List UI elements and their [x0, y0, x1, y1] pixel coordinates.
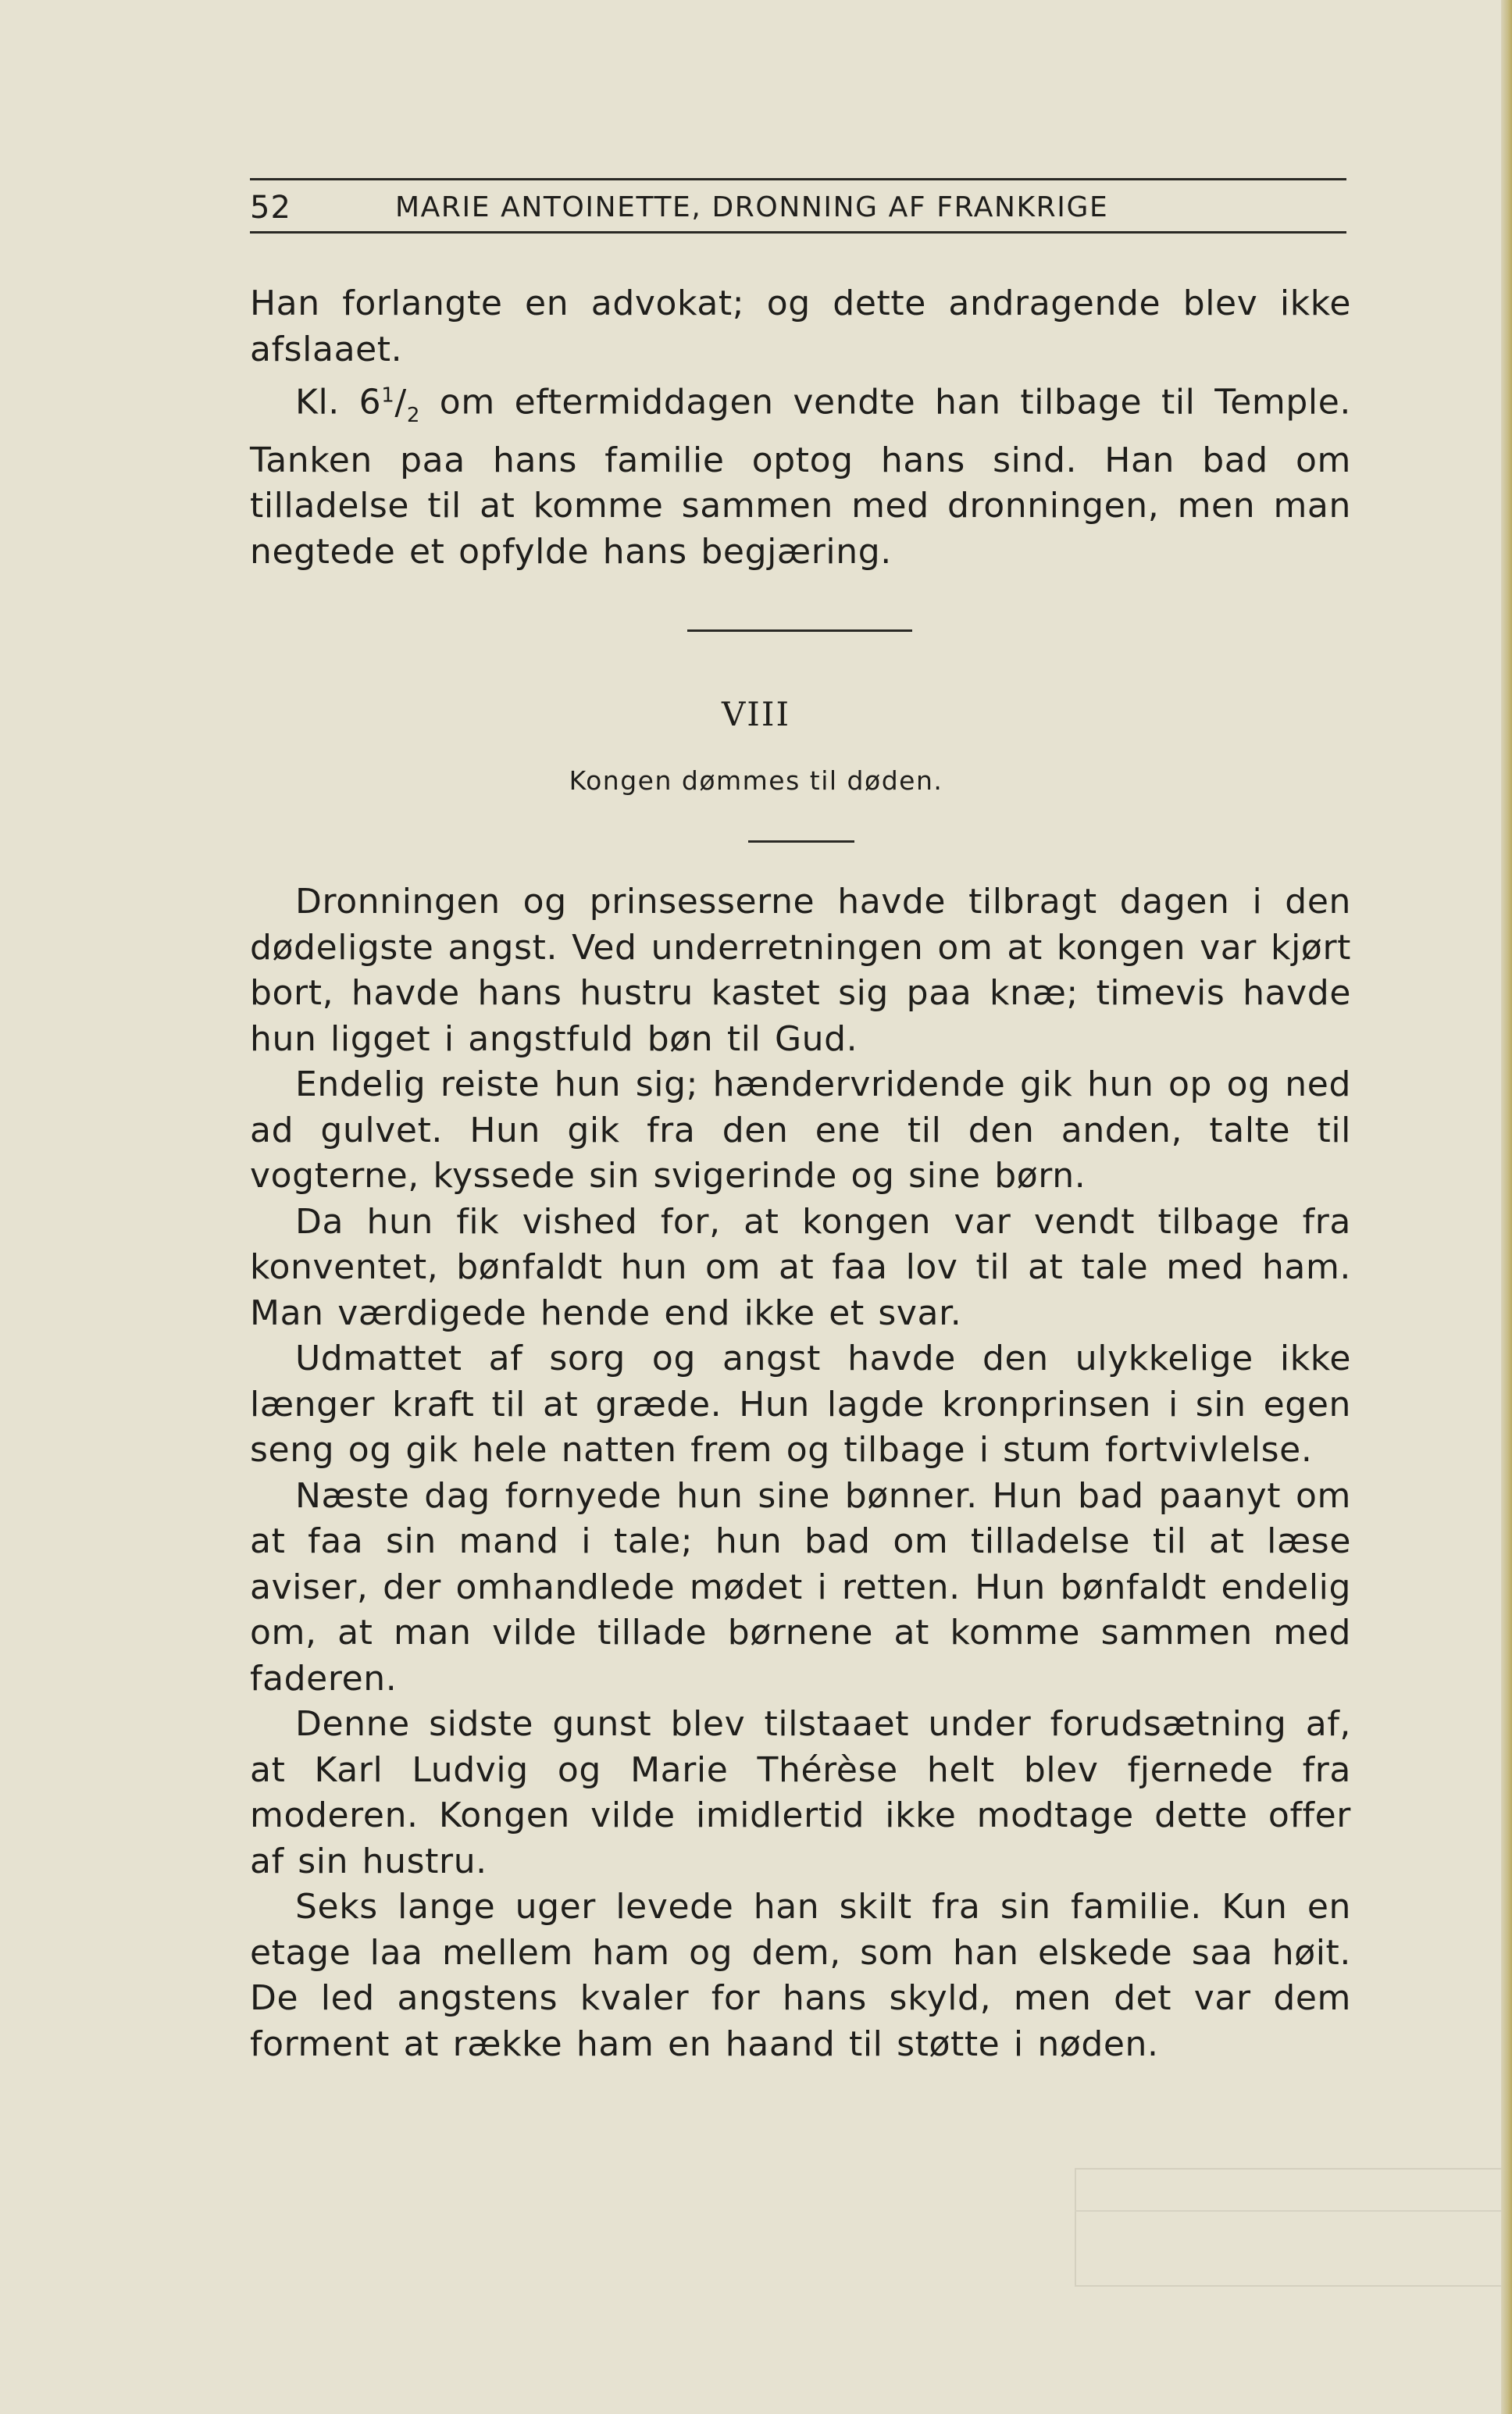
fraction-denominator: 2 [406, 403, 421, 427]
paragraph: Seks lange uger levede han skilt fra sin familie. Kun en etage laa mellem ham og dem, som han elskede saa høit. De led angstens kvaler for hans skyld, men det var dem forment at række ham en haand til støtte i nøden. [250, 1887, 1351, 2064]
chapter-number: VIII [721, 695, 791, 733]
chapter-title: Kongen dømmes til døden. [569, 765, 943, 796]
fraction-numerator: 1 [381, 383, 395, 407]
paragraph: Næste dag fornyede hun sine bønner. Hun bad paanyt om at faa sin mand i tale; hun bad om tilladelse til at læse aviser, der omhandlede mødet i retten. Hun bønfaldt endelig om, at man vilde tillade børnene at komme sammen med faderen. [250, 1475, 1351, 1699]
chapter-separator-rule [748, 840, 854, 843]
running-head [250, 186, 1346, 230]
intro-text [250, 281, 1351, 575]
paragraph: Endelig reiste hun sig; hændervridende gik hun op og ned ad gulvet. Hun gik fra den ene til den anden, talte til vogterne, kyssede sin svigerinde og sine børn. [250, 1064, 1351, 1196]
fraction: $^1/_2$ [381, 382, 421, 427]
header-rule-bottom [250, 231, 1346, 234]
paragraph [250, 373, 1351, 575]
header-rule-top [250, 178, 1346, 180]
paragraph: Denne sidste gunst blev tilstaaet under forudsætning af, at Karl Ludvig og Marie Thérèse helt blev fjernede fra moderen. Kongen vilde imidlertid ikke modtage dette offer af sin hustru. [250, 1704, 1351, 1881]
library-label-line [1075, 2210, 1512, 2212]
paragraph-rest: om eftermiddagen vendte han tilbage til Temple. Tanken paa hans familie optog hans sind. Han bad om tilladelse til at komme sammen med dronningen, men man negtede et opfylde hans begjæring. [250, 382, 1352, 572]
running-title: MARIE ANTOINETTE, DRONNING AF FRANKRIGE [395, 191, 1109, 223]
library-label-outline [1075, 2168, 1512, 2287]
page-number: 52 [250, 190, 291, 226]
paragraph: Dronningen og prinsesserne havde tilbragt dagen i den dødeligste angst. Ved underretningen om at kongen var kjørt bort, havde hans hustru kastet sig paa knæ; timevis havde hun ligget i angstfuld bøn til Gud. [250, 882, 1351, 1059]
paragraph: Han forlangte en advokat; og dette andragende blev ikke afslaaet. [250, 283, 1351, 369]
page-edge [1501, 0, 1512, 2414]
chapter-body [250, 879, 1351, 2067]
section-separator-rule [687, 629, 912, 632]
paragraph: Da hun fik vished for, at kongen var vendt tilbage fra konventet, bønfaldt hun om at faa lov til at tale med ham. Man værdigede hende end ikke et svar. [250, 1201, 1351, 1333]
paragraph: Udmattet af sorg og angst havde den ulykkelige ikke længer kraft til at græde. Hun lagde kronprinsen i sin egen seng og gik hele natten frem og tilbage i stum fortvivlelse. [250, 1339, 1351, 1470]
paragraph-prefix: Kl. 6 [295, 382, 382, 423]
